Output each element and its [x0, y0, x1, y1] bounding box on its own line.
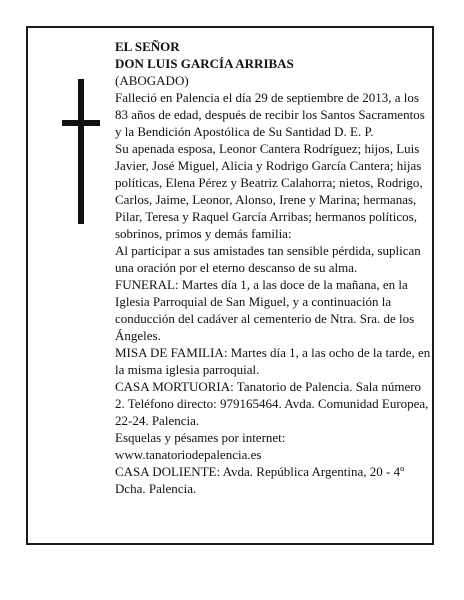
deceased-profession: (ABOGADO) — [115, 73, 189, 88]
family-home-address: CASA DOLIENTE: Avda. República Argentina, 20 - 4º Dcha. Palencia. — [115, 464, 405, 496]
deceased-title: EL SEÑOR — [115, 39, 180, 54]
funeral-info: FUNERAL: Martes día 1, a las doce de la mañana, en la Iglesia Parroquial de San Miguel, y a continuación la conducción del cadáver al cementerio de Ntra. Sra. de los Ángeles. — [115, 277, 415, 343]
obituary-notice — [26, 26, 434, 545]
cross-vertical-bar — [78, 79, 84, 224]
funeral-home-info: CASA MORTUORIA: Tanatorio de Palencia. Sala número 2. Teléfono directo: 979165464. Avda. Comunidad Europea, 22-24. Palencia. — [115, 379, 429, 428]
online-condolences: Esquelas y pésames por internet: www.tanatoriodepalencia.es — [115, 430, 286, 462]
death-announcement: Falleció en Palencia el día 29 de septiembre de 2013, a los 83 años de edad, después de recibir los Santos Sacramentos y la Bendición Apostólica de Su Santidad D. E. P. — [115, 90, 425, 139]
family-mass-info: MISA DE FAMILIA: Martes día 1, a las ocho de la tarde, en la misma iglesia parroquial. — [115, 345, 431, 377]
prayer-request: Al participar a sus amistades tan sensible pérdida, suplican una oración por el eterno descanso de su alma. — [115, 243, 421, 275]
deceased-name: DON LUIS GARCÍA ARRIBAS — [115, 56, 294, 71]
obituary-text — [115, 38, 433, 497]
cross-icon — [62, 79, 102, 224]
cross-horizontal-bar — [62, 120, 100, 126]
family-list: Su apenada esposa, Leonor Cantera Rodríguez; hijos, Luis Javier, José Miguel, Alicia y Rodrigo García Cantera; hijas políticas, Elena Pérez y Beatriz Calahorra; nietos, Rodrigo, Carlos, Jaime, Leonor, Alonso, Irene y Marina; hermanas, Pilar, Teresa y Raquel García Arribas; hermanos políticos, sobrinos, primos y demás familia: — [115, 141, 423, 241]
